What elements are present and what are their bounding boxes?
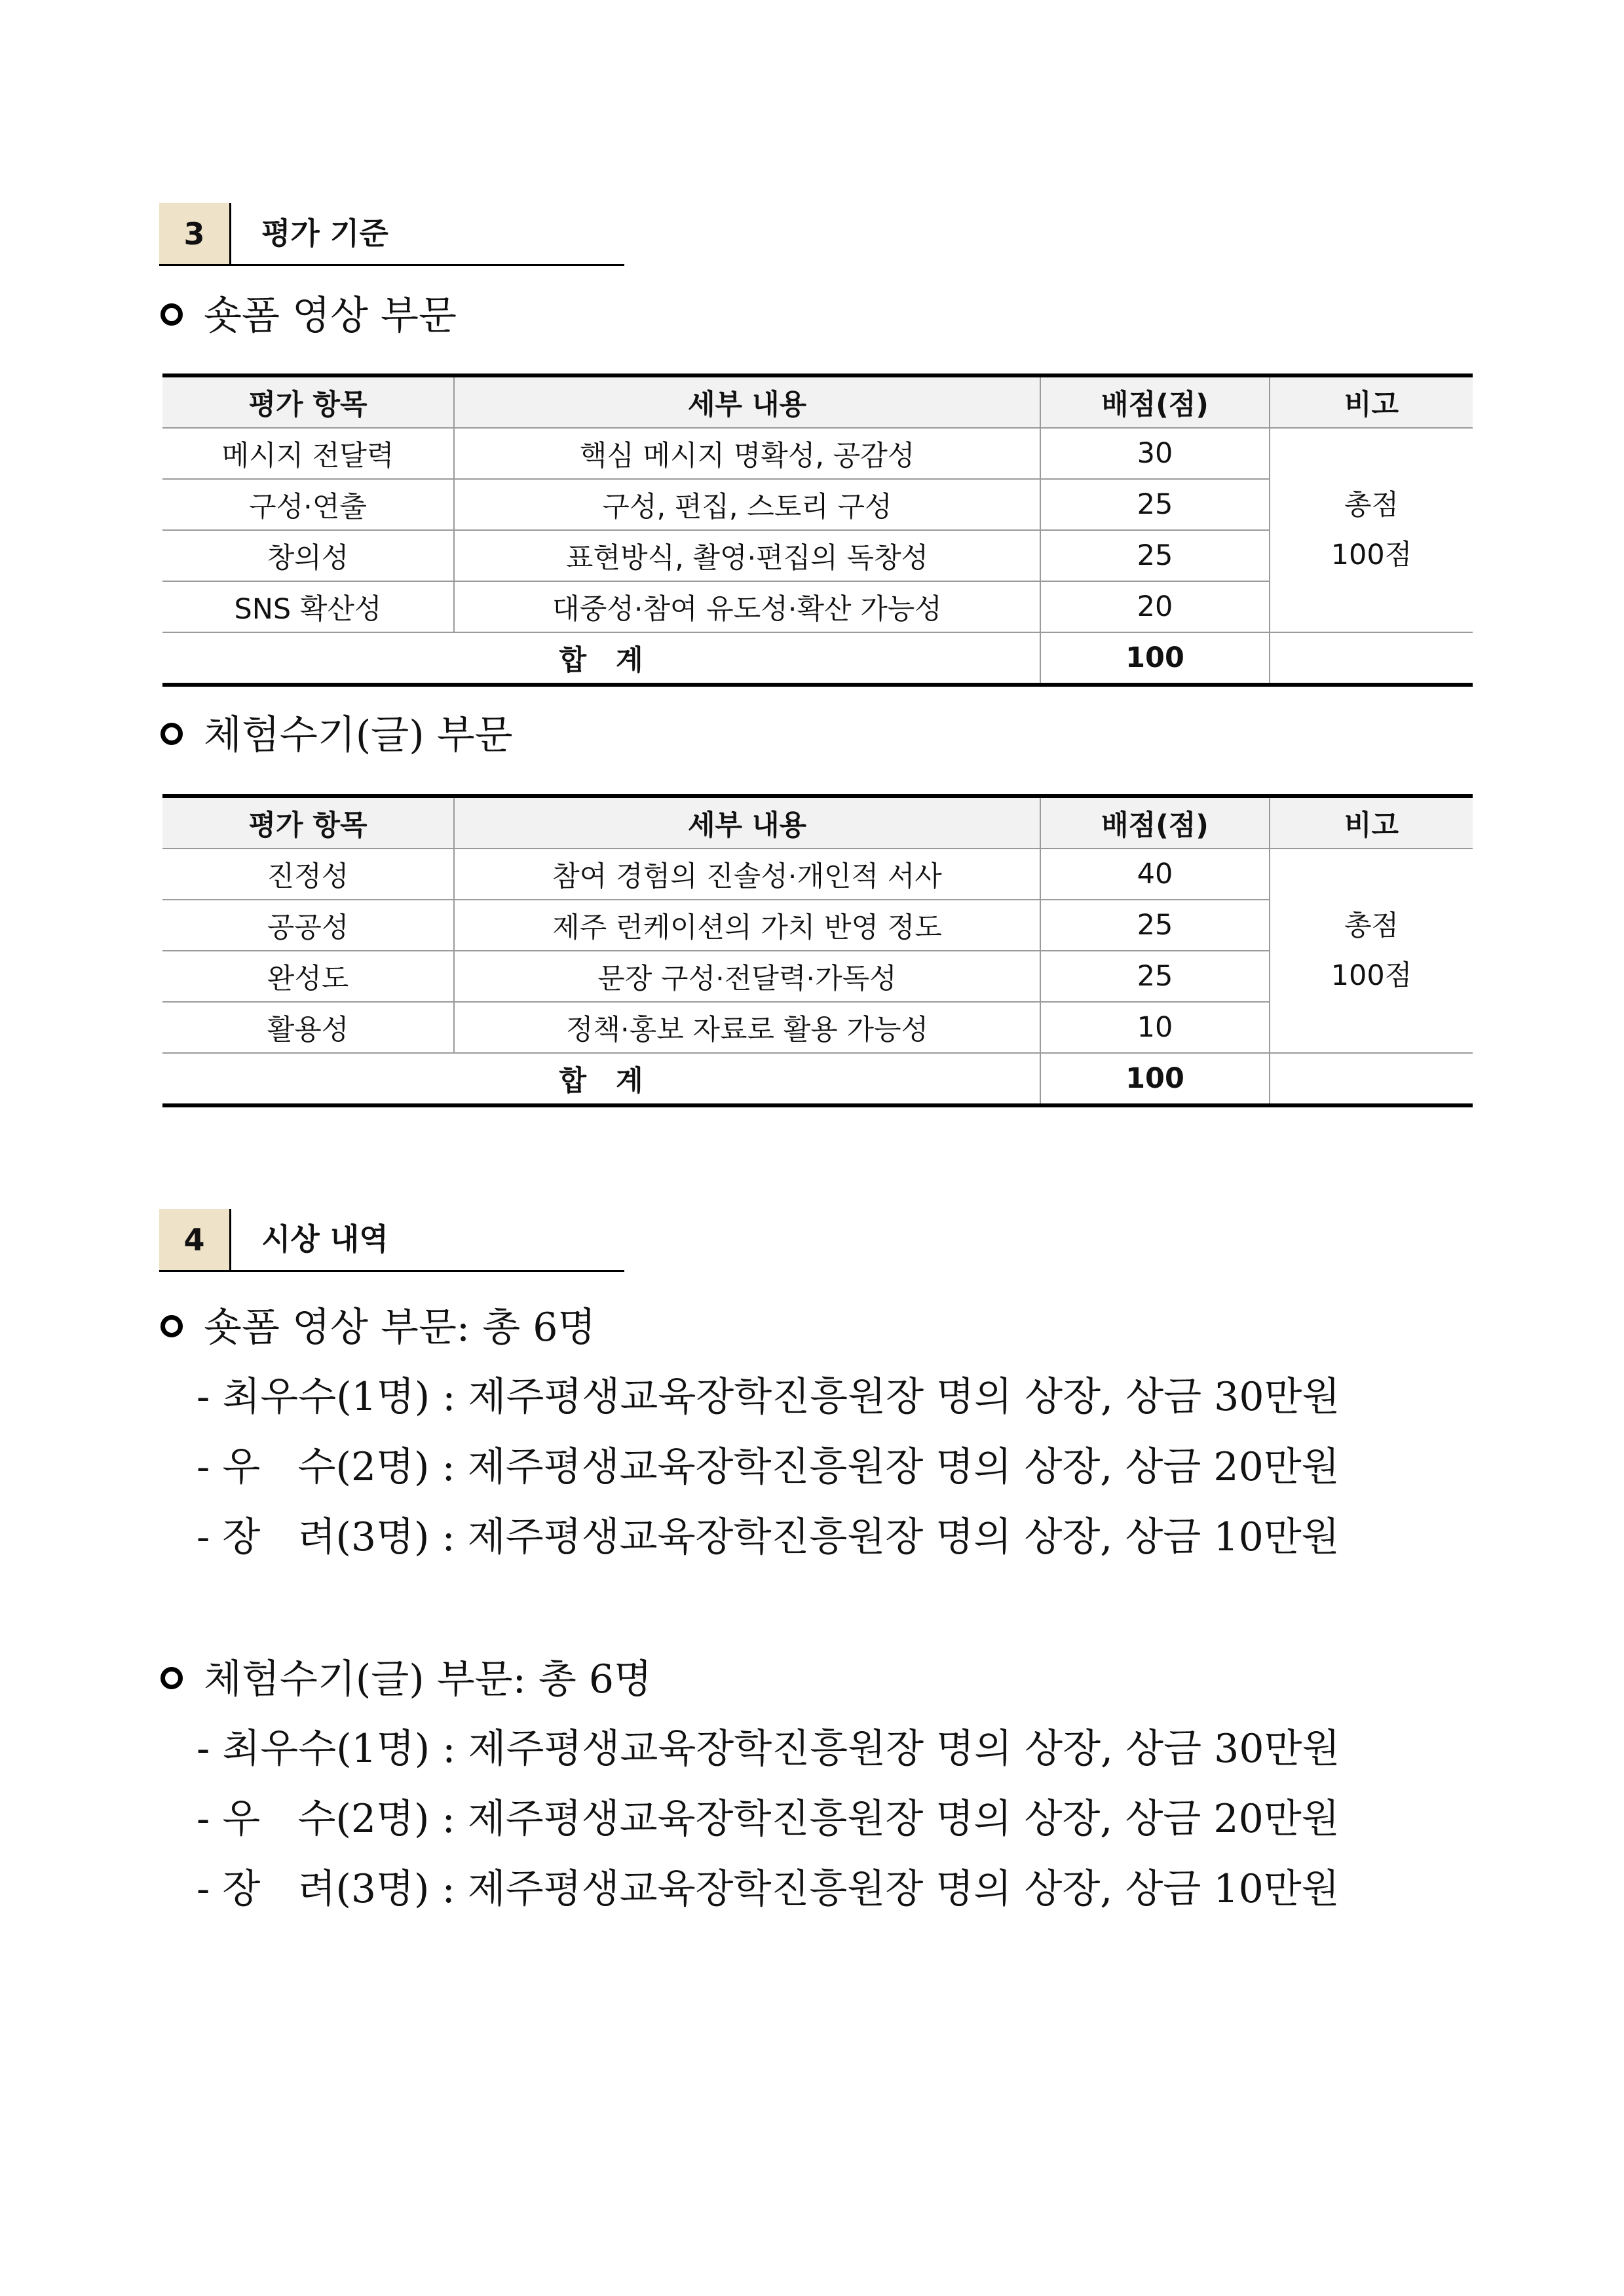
note-line-2: 100점 (1331, 539, 1412, 571)
award-line: - 최우수(1명) : 제주평생교육장학진흥원장 명의 상장, 상금 30만원 (197, 1726, 1340, 1772)
row-item: SNS 확산성 (162, 581, 454, 632)
row-item: 완성도 (162, 951, 454, 1002)
section-4-number: 4 (159, 1209, 231, 1270)
note-line-1: 총점 (1344, 909, 1399, 942)
section-4-title: 시상 내역 (261, 1221, 388, 1257)
section-3-header (159, 203, 624, 266)
video-awards-heading (159, 1301, 595, 1354)
total-label: 합 계 (162, 632, 1040, 685)
row-score: 25 (1040, 530, 1270, 581)
row-item: 공공성 (162, 900, 454, 951)
header-item: 평가 항목 (162, 796, 454, 849)
note-cell (1270, 428, 1473, 632)
table-header-row (162, 375, 1473, 428)
row-score: 25 (1040, 951, 1270, 1002)
table-header-row (162, 796, 1473, 849)
video-criteria-heading (159, 290, 457, 342)
header-detail: 세부 내용 (454, 796, 1040, 849)
row-detail: 참여 경험의 진솔성·개인적 서사 (454, 849, 1040, 900)
essay-criteria-heading-text: 체험수기(글) 부문 (204, 712, 513, 758)
essay-criteria-heading (159, 709, 513, 761)
header-note: 비고 (1270, 375, 1473, 428)
row-detail: 정책·홍보 자료로 활용 가능성 (454, 1002, 1040, 1053)
note-cell (1270, 849, 1473, 1053)
total-label: 합 계 (162, 1053, 1040, 1105)
row-detail: 표현방식, 촬영·편집의 독창성 (454, 530, 1040, 581)
circle-bullet-icon (161, 1667, 183, 1689)
row-item: 창의성 (162, 530, 454, 581)
header-score: 배점(점) (1040, 796, 1270, 849)
row-detail: 문장 구성·전달력·가독성 (454, 951, 1040, 1002)
circle-bullet-icon (161, 1315, 183, 1337)
video-criteria-heading-text: 숏폼 영상 부문 (204, 293, 457, 339)
essay-criteria-table (162, 794, 1473, 1107)
total-note-empty (1270, 632, 1473, 685)
video-awards-heading-text: 숏폼 영상 부문: 총 6명 (204, 1305, 596, 1350)
award-line: - 우 수(2명) : 제주평생교육장학진흥원장 명의 상장, 상금 20만원 (197, 1444, 1340, 1490)
essay-awards-heading-text: 체험수기(글) 부문: 총 6명 (204, 1656, 652, 1702)
row-item: 활용성 (162, 1002, 454, 1053)
row-item: 진정성 (162, 849, 454, 900)
award-line: - 장 려(3명) : 제주평생교육장학진흥원장 명의 상장, 상금 10만원 (197, 1866, 1340, 1912)
row-item: 구성·연출 (162, 479, 454, 530)
circle-bullet-icon (161, 303, 183, 326)
row-item: 메시지 전달력 (162, 428, 454, 479)
table-total-row (162, 1053, 1473, 1105)
header-score: 배점(점) (1040, 375, 1270, 428)
table-row (162, 849, 1473, 900)
section-3-title: 평가 기준 (261, 216, 388, 251)
row-score: 10 (1040, 1002, 1270, 1053)
total-value: 100 (1040, 1053, 1270, 1105)
row-detail: 대중성·참여 유도성·확산 가능성 (454, 581, 1040, 632)
total-value: 100 (1040, 632, 1270, 685)
note-line-1: 총점 (1344, 489, 1399, 522)
row-detail: 구성, 편집, 스토리 구성 (454, 479, 1040, 530)
header-note: 비고 (1270, 796, 1473, 849)
row-score: 25 (1040, 479, 1270, 530)
row-score: 40 (1040, 849, 1270, 900)
row-score: 30 (1040, 428, 1270, 479)
table-row (162, 428, 1473, 479)
video-criteria-table (162, 373, 1473, 687)
total-note-empty (1270, 1053, 1473, 1105)
circle-bullet-icon (161, 723, 183, 745)
note-line-2: 100점 (1331, 959, 1412, 992)
row-score: 25 (1040, 900, 1270, 951)
header-item: 평가 항목 (162, 375, 454, 428)
award-line: - 장 려(3명) : 제주평생교육장학진흥원장 명의 상장, 상금 10만원 (197, 1514, 1340, 1560)
header-detail: 세부 내용 (454, 375, 1040, 428)
award-line: - 최우수(1명) : 제주평생교육장학진흥원장 명의 상장, 상금 30만원 (197, 1374, 1340, 1420)
row-score: 20 (1040, 581, 1270, 632)
row-detail: 제주 런케이션의 가치 반영 정도 (454, 900, 1040, 951)
section-4-header (159, 1209, 624, 1272)
table-total-row (162, 632, 1473, 685)
essay-awards-heading (159, 1653, 652, 1706)
row-detail: 핵심 메시지 명확성, 공감성 (454, 428, 1040, 479)
section-3-number: 3 (159, 203, 231, 264)
award-line: - 우 수(2명) : 제주평생교육장학진흥원장 명의 상장, 상금 20만원 (197, 1796, 1340, 1842)
